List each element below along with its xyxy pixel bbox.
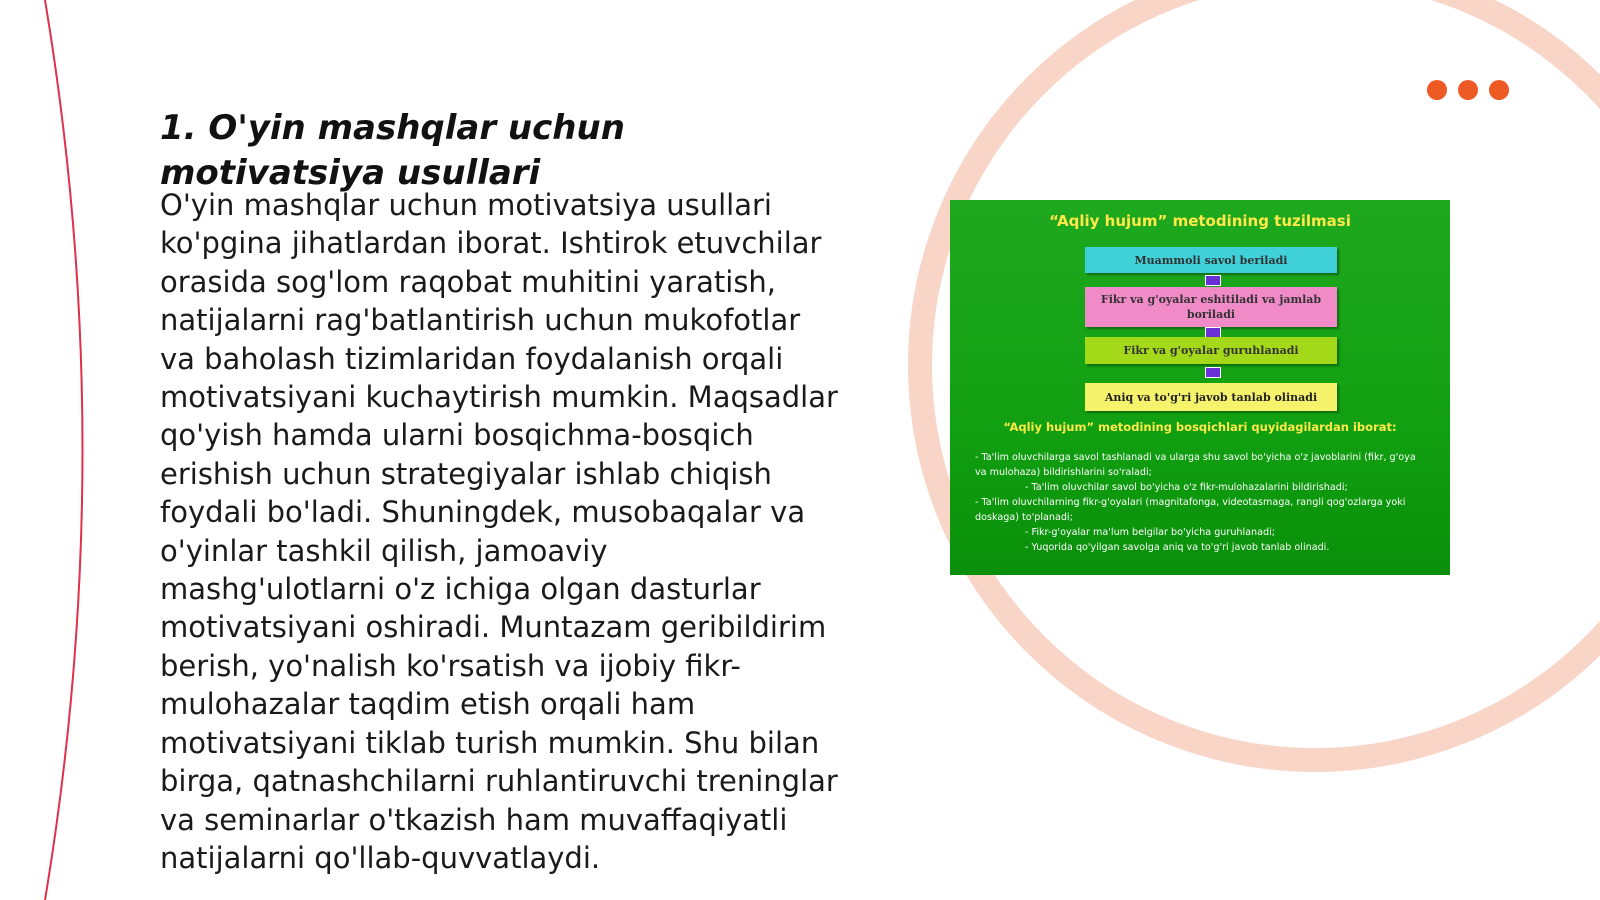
dot-icon bbox=[1489, 80, 1509, 100]
diagram-steps-list bbox=[975, 450, 1430, 555]
down-arrow-icon bbox=[1205, 275, 1221, 286]
list-item: - Fikr-g'oyalar ma'lum belgilar bo'yicha guruhlanadi; bbox=[1025, 527, 1275, 538]
slide-body-text: O'yin mashqlar uchun motivatsiya usullari ko'pgina jihatlardan iborat. Ishtirok etuvchilar orasida sog'lom raqobat muhitini yaratish, natijalarni rag'batlantirish uchun mukofotlar va baholash tizimlaridan foydalanish orqali motivatsiyani kuchaytirish mumkin. Maqsadlar qo'yish hamda ularni bosqichma-bosqich erishish uchun strategiyalar ishlab chiqish foydali bo'ladi. Shuningdek, musobaqalar va o'yinlar tashkil qilish, jamoaviy mashg'ulotlarni o'z ichiga olgan dasturlar motivatsiyani oshiradi. Muntazam geribildirim berish, yo'nalish ko'rsatish va ijobiy fikr-mulohazalar taqdim etish orqali ham motivatsiyani tiklab turish mumkin. Shu bilan birga, qatnashchilarni ruhlantiruvchi treninglar va seminarlar o'tkazish ham muvaffaqiyatli natijalarni qo'llab-quvvatlaydi. bbox=[160, 188, 838, 875]
left-red-curve bbox=[45, 0, 83, 900]
down-arrow-icon bbox=[1205, 367, 1221, 378]
list-item: - Ta'lim oluvchilarning fikr-g'oyalari (magnitafonga, videotasmaga, rangli qog'ozlarga yoki doskaga) to'planadi; bbox=[975, 497, 1406, 523]
list-item: - Ta'lim oluvchilar savol bo'yicha o'z fikr-mulohazalarini bildirishadi; bbox=[1025, 482, 1348, 493]
slide-title: 1. O'yin mashqlar uchun motivatsiya usullari bbox=[160, 108, 625, 193]
menu-dots bbox=[1427, 80, 1509, 100]
diagram-step-2: Fikr va g'oyalar eshitiladi va jamlab boriladi bbox=[1085, 287, 1337, 327]
diagram-step-1: Muammoli savol beriladi bbox=[1085, 247, 1337, 273]
diagram-step-4: Aniq va to'g'ri javob tanlab olinadi bbox=[1085, 383, 1337, 411]
diagram-title: “Aqliy hujum” metodining tuzilmasi bbox=[1049, 212, 1351, 230]
list-item: - Ta'lim oluvchilarga savol tashlanadi va ularga shu savol bo'yicha o'z javoblarini (fikr, g'oya va mulohaza) bildirishlarini so'raladi; bbox=[975, 452, 1416, 478]
diagram-subtitle: “Aqliy hujum” metodining bosqichlari quyidagilardan iborat: bbox=[1003, 420, 1397, 434]
brainstorm-diagram-image bbox=[950, 200, 1450, 575]
dot-icon bbox=[1458, 80, 1478, 100]
diagram-step-3: Fikr va g'oyalar guruhlanadi bbox=[1085, 337, 1337, 364]
list-item: - Yuqorida qo'yilgan savolga aniq va to'g'ri javob tanlab olinadi. bbox=[1025, 542, 1330, 553]
dot-icon bbox=[1427, 80, 1447, 100]
